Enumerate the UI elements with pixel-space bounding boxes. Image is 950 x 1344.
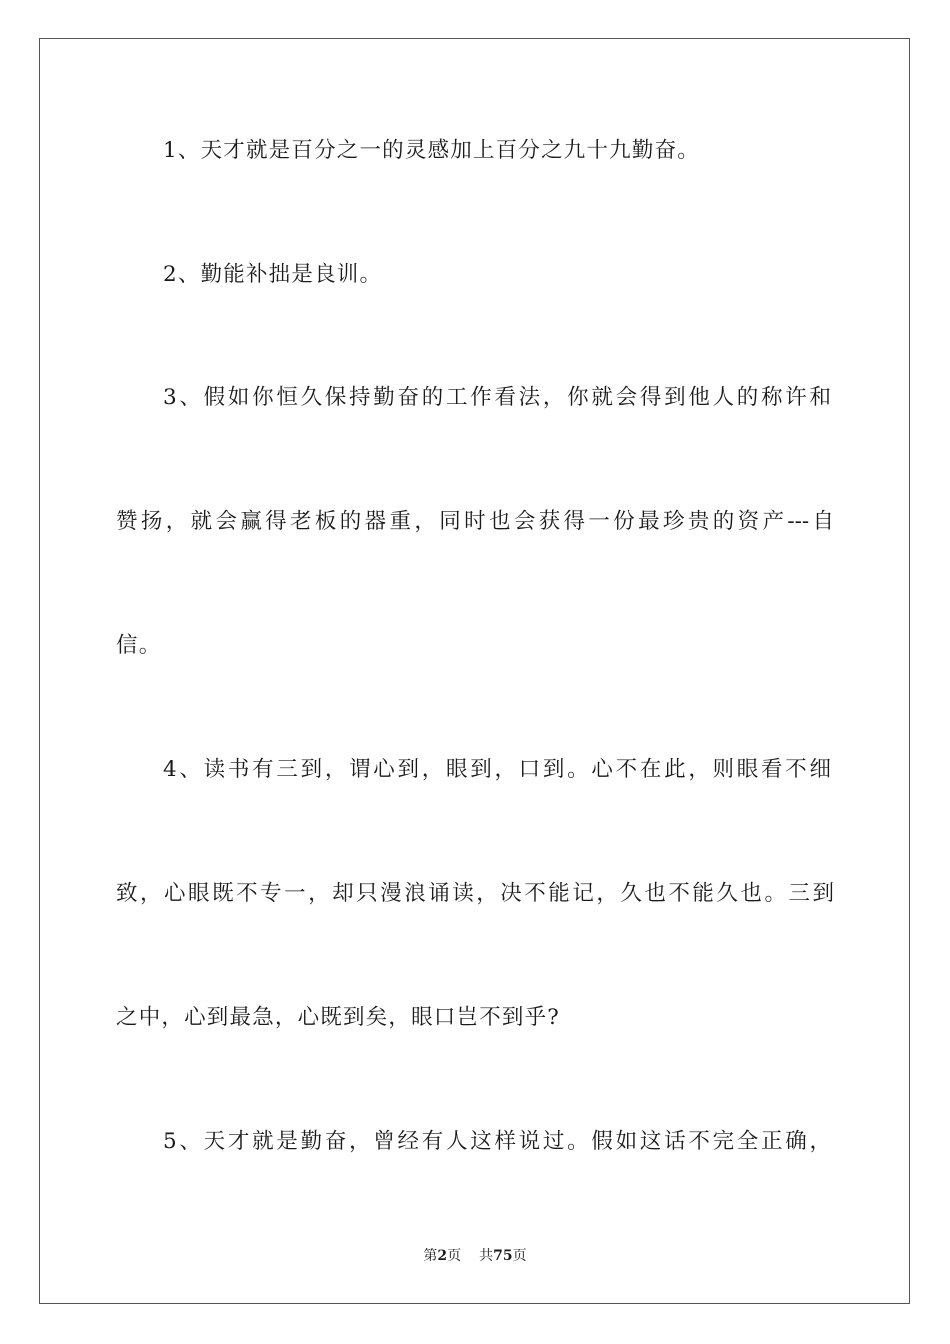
text-line-2: 2、勤能补拙是良训。	[163, 262, 383, 287]
footer-total-pages: 75	[493, 1248, 513, 1264]
page-footer	[0, 1246, 950, 1266]
text-line-7: 致，心眼既不专一，却只漫浪诵读，决不能记，久也不能久也。三到	[116, 881, 834, 906]
text-line-4: 赞扬，就会赢得老板的器重，同时也会获得一份最珍贵的资产---自	[116, 509, 834, 534]
footer-page-suffix: 页	[447, 1248, 462, 1264]
text-line-9: 5、天才就是勤奋，曾经有人这样说过。假如这话不完全正确，	[163, 1129, 831, 1154]
text-line-3: 3、假如你恒久保持勤奋的工作看法，你就会得到他人的称许和	[163, 385, 831, 410]
footer-total-prefix: 共	[479, 1248, 494, 1264]
text-line-1: 1、天才就是百分之一的灵感加上百分之九十九勤奋。	[163, 138, 700, 163]
page-frame	[39, 38, 910, 1304]
footer-total-suffix: 页	[512, 1248, 527, 1264]
footer-page-prefix: 第	[423, 1248, 438, 1264]
text-line-8: 之中，心到最急，心既到矣，眼口岂不到乎?	[116, 1005, 561, 1030]
footer-page-number: 2	[437, 1248, 448, 1264]
text-line-5: 信。	[116, 633, 162, 658]
text-line-6: 4、读书有三到，谓心到，眼到，口到。心不在此，则眼看不细	[163, 757, 831, 782]
